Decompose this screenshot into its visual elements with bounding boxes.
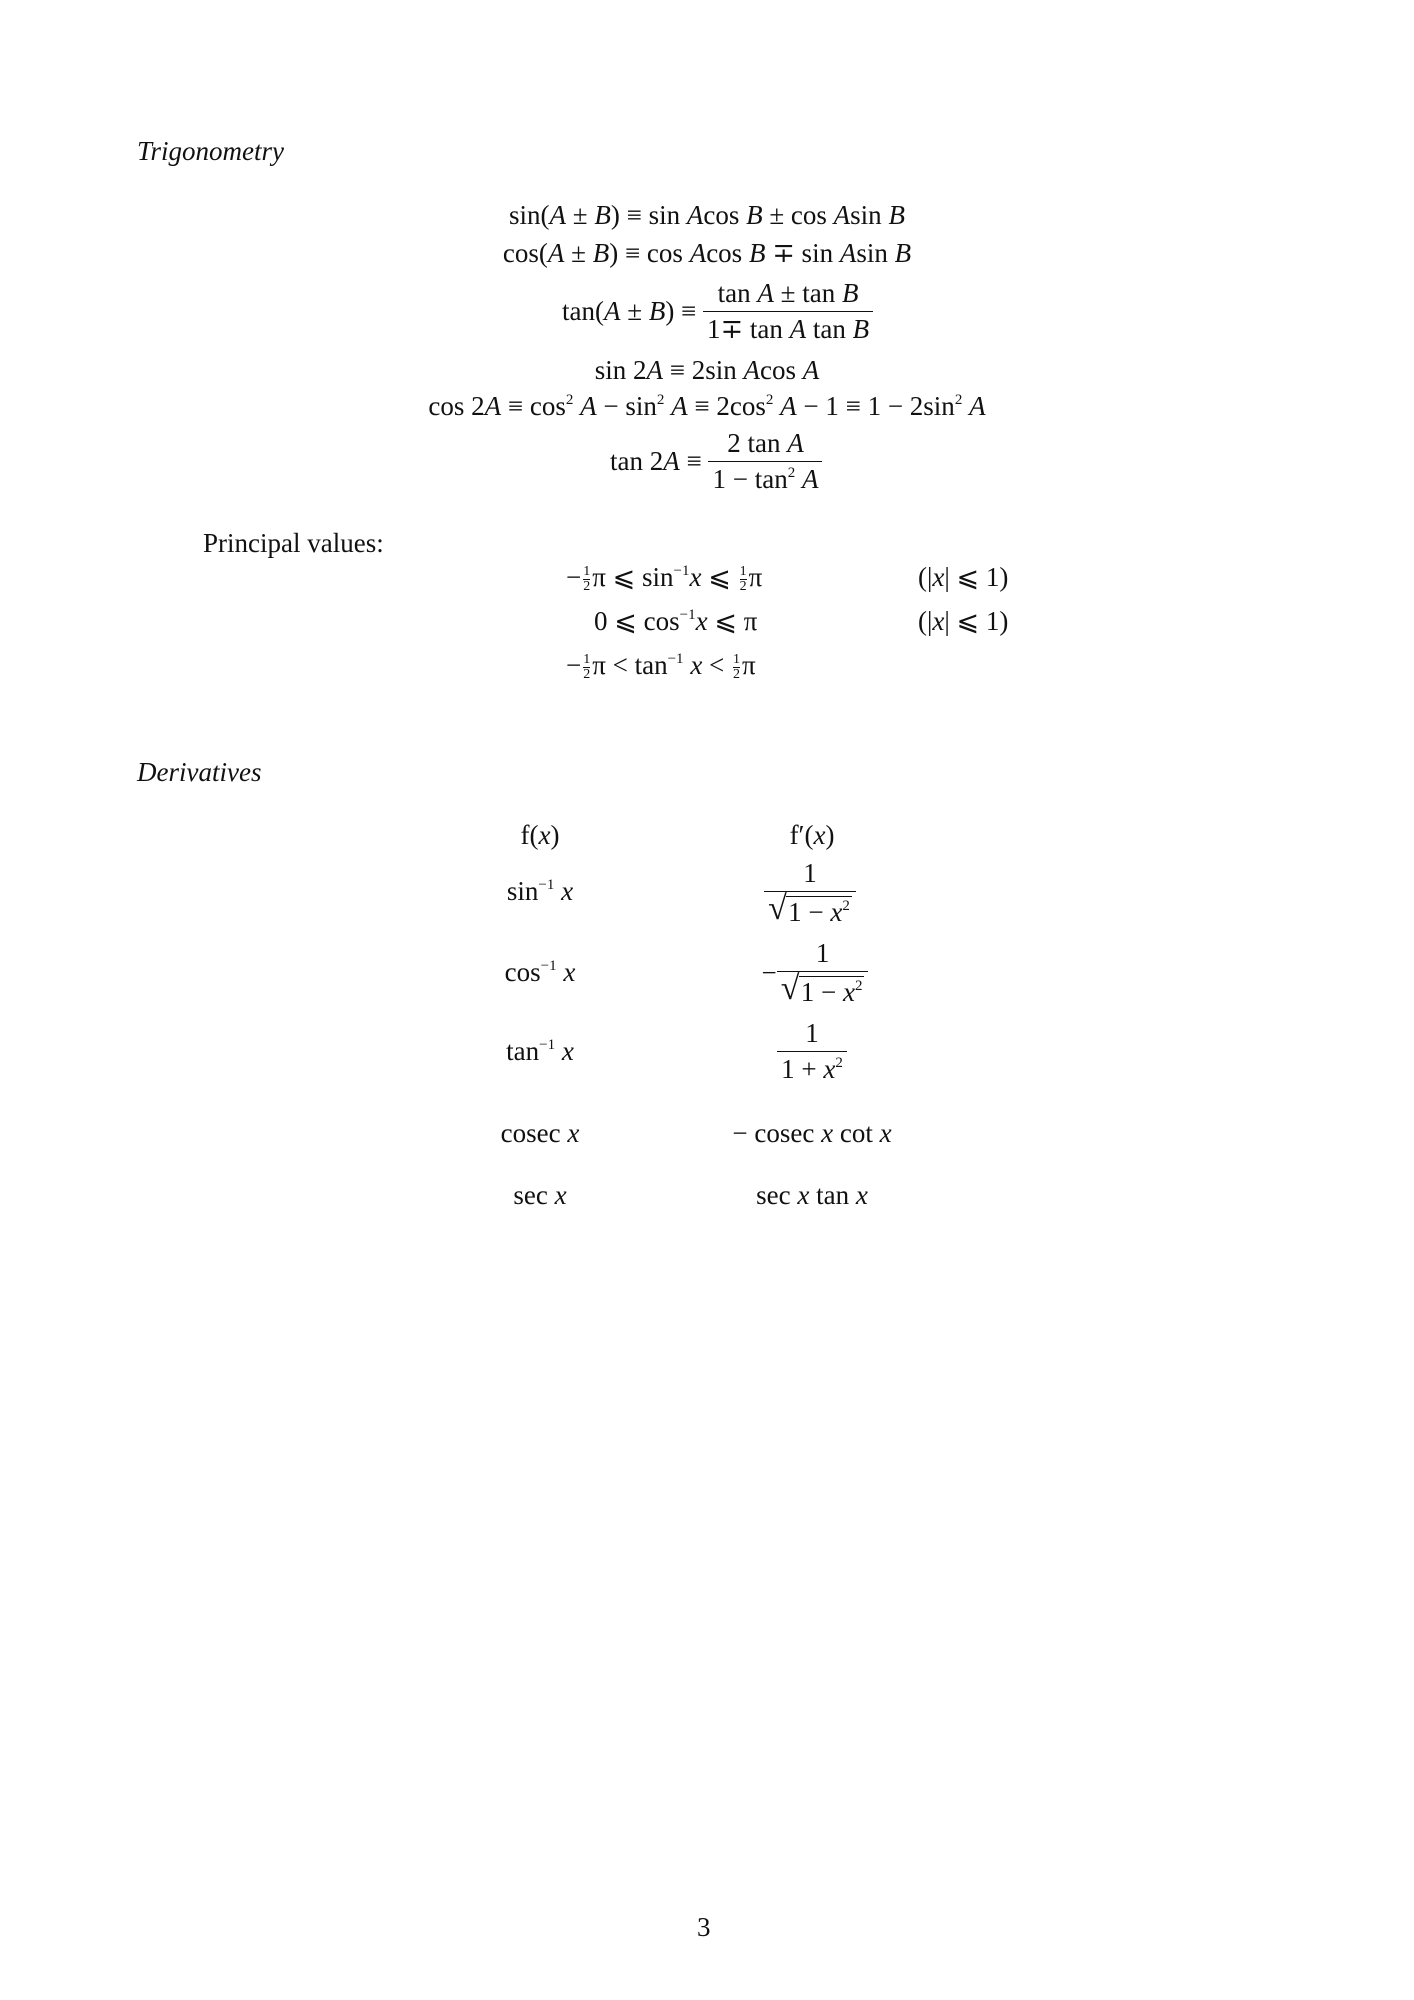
principal-row-arcsin: − $\frac{1}{2}$ π ⩽ $\sin^{-1}x$ ⩽ $\frac{1}{2}$ π <box>566 562 763 595</box>
principal-row-arccos: 0 ⩽ $\cos^{-1}x$ ⩽ π <box>594 606 758 636</box>
derivatives-row-f-arccos: $\cos^{-1} x$ <box>504 957 576 987</box>
formula-cos-sum-text: cos(A ± B) ≡ cos Acos B ∓ sin Asin B <box>502 238 912 268</box>
section-heading-derivatives: Derivatives <box>137 757 262 787</box>
section-heading-trigonometry: Trigonometry <box>137 136 285 166</box>
page-number: 3 <box>697 1912 711 1942</box>
principal-values-label: Principal values: <box>203 528 384 558</box>
formula-tan-double-denominator: $1 - \tan^2 A$ <box>708 461 822 495</box>
derivatives-row-fprime-cosec: − cosec x cot x <box>732 1118 892 1148</box>
formula-tan-sum-denominator: 1∓ tan A tan B <box>703 311 873 345</box>
formula-tan-sum <box>562 278 873 345</box>
derivatives-row-f-sec: sec x <box>513 1180 567 1210</box>
principal-cond-arcsin: (|x| ⩽ 1) <box>918 562 1009 592</box>
formula-cos-double: $\cos 2A \equiv \cos^2 A - \sin^2 A \equiv 2\cos^2$ $A - 1 \equiv 1 - 2\sin^2$ A <box>428 391 986 421</box>
formula-sin-sum <box>0 200 1414 231</box>
derivatives-row-fprime-sec: sec x tan x <box>756 1180 868 1210</box>
derivatives-row-fprime-arccos: − 1 √ $1 - x^2$ <box>735 938 895 1008</box>
formula-tan-double-fraction <box>708 428 822 495</box>
formula-tan-sum-lhs: tan(A ± B) ≡ <box>562 296 697 326</box>
derivatives-row-f-arcsin: $\sin^{-1} x$ <box>506 876 574 906</box>
formula-tan-double <box>610 428 822 495</box>
formula-sin-double: sin 2A ≡ 2sin Acos A <box>594 355 820 385</box>
derivatives-col-header-f: f(x) <box>520 820 560 850</box>
formula-tan-sum-numerator: tan A ± tan B <box>717 278 859 308</box>
derivatives-row-fprime-arctan: $\frac{1}{1 + x^2}$ <box>752 1018 872 1085</box>
derivatives-row-f-cosec: cosec x <box>500 1118 580 1148</box>
formula-tan-double-numerator: 2 tan A <box>727 428 804 458</box>
principal-row-arctan: − $\frac{1}{2}$ $\pi < \tan^{-1} x$ < $\frac{1}{2}$ π <box>566 650 756 683</box>
derivatives-col-header-fprime: f′(x) <box>789 820 835 850</box>
derivatives-row-fprime-arcsin: 1 √ $1 - x^2$ <box>740 858 880 928</box>
formula-cos-sum <box>0 238 1414 269</box>
formula-tan-sum-fraction <box>703 278 873 345</box>
formula-sin-sum-text: sin(A ± B) ≡ sin Acos B ± cos Asin B <box>509 200 905 230</box>
formula-tan-double-lhs: tan 2A ≡ <box>610 446 702 476</box>
derivatives-row-f-arctan: $\tan^{-1} x$ <box>506 1036 574 1066</box>
principal-cond-arccos: (|x| ⩽ 1) <box>918 606 1009 636</box>
